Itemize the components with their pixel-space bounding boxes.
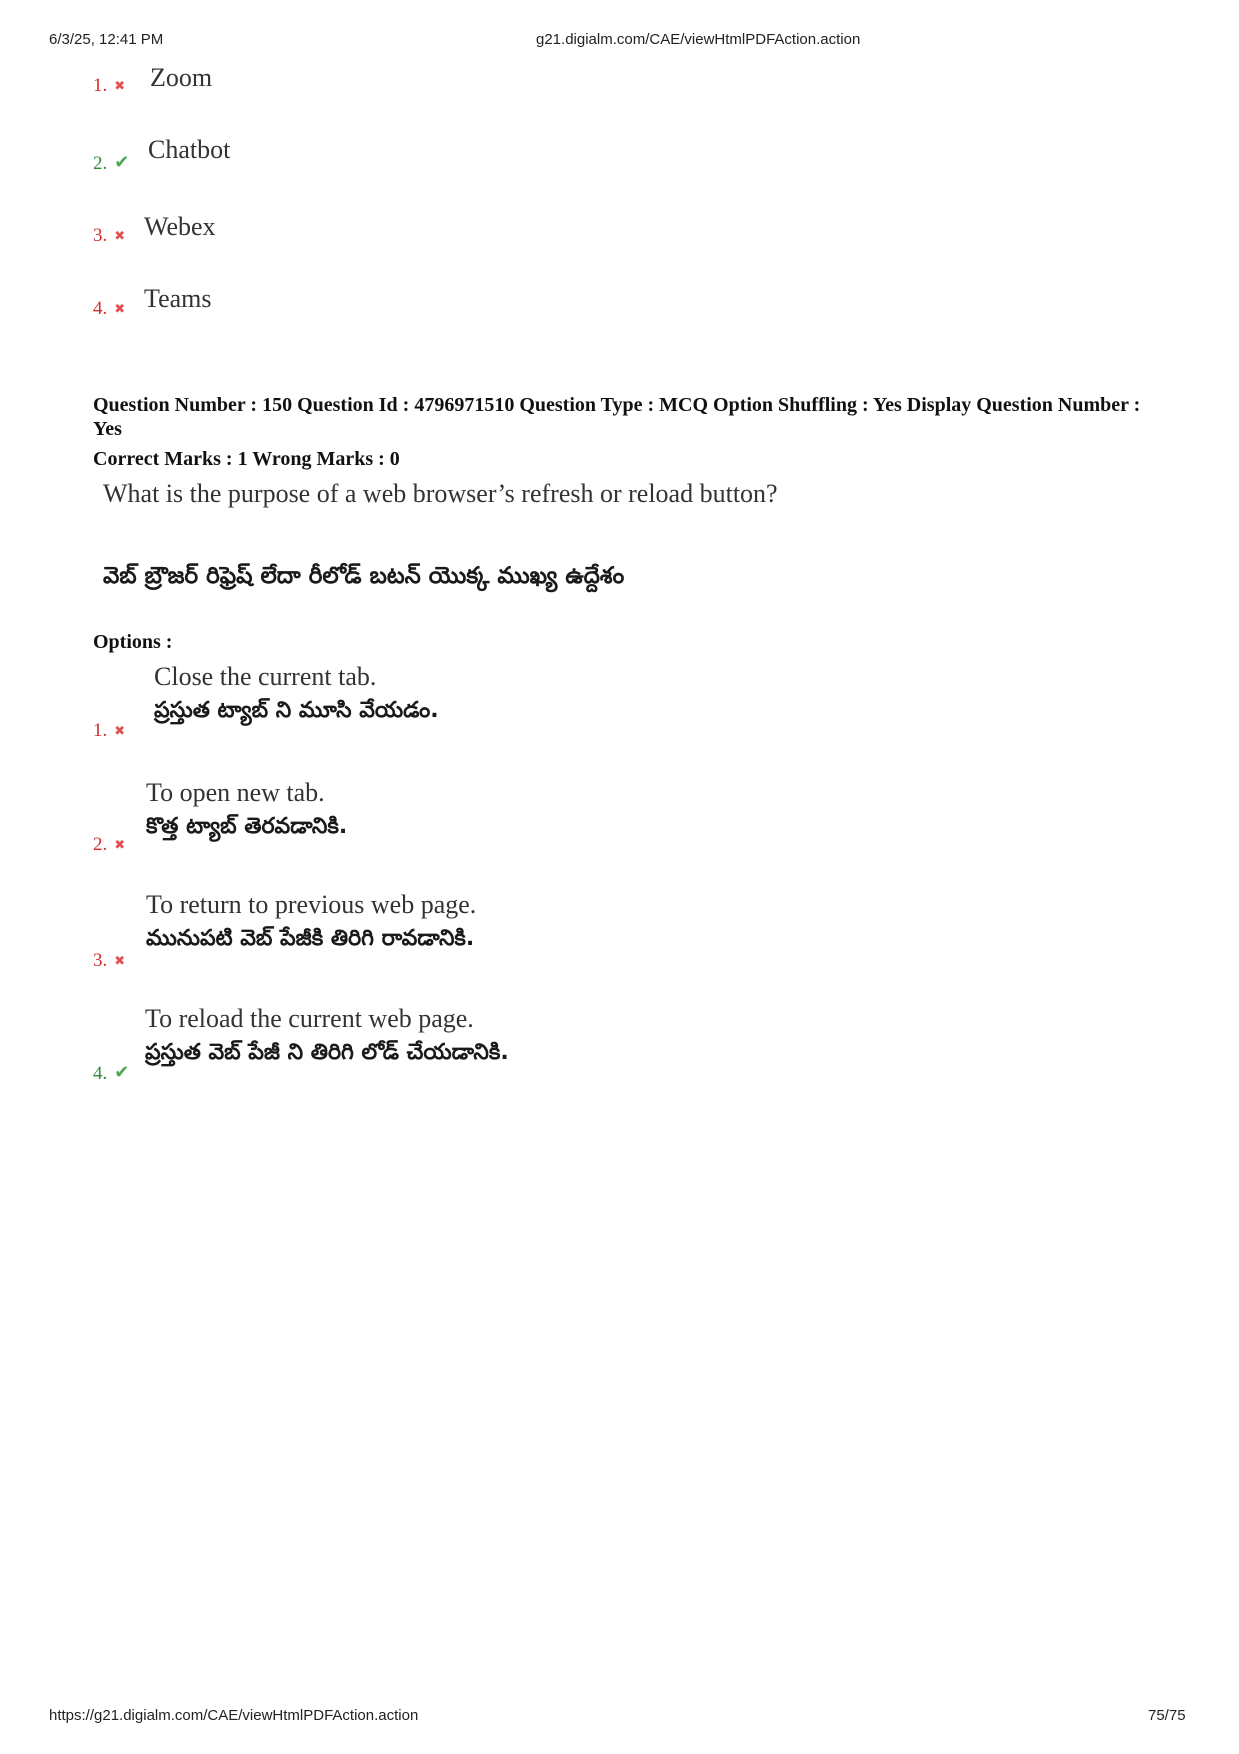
- prev-option-2-text: Chatbot: [148, 135, 231, 164]
- option-4-marker: [93, 1062, 129, 1085]
- cross-icon: ✖: [114, 78, 126, 93]
- footer-url: https://g21.digialm.com/CAE/viewHtmlPDFAction.action: [49, 1707, 419, 1724]
- check-icon: ✔: [114, 1062, 130, 1082]
- option-3-text-en: To return to previous web page.: [146, 890, 477, 919]
- option-number: 1.: [93, 720, 108, 741]
- cross-icon: ✖: [114, 228, 126, 243]
- cross-icon: ✖: [114, 723, 126, 738]
- option-number: 4.: [93, 298, 108, 319]
- question-text-en: What is the purpose of a web browser’s refresh or reload button?: [103, 479, 778, 508]
- prev-option-3: [93, 225, 125, 247]
- option-3-marker: [93, 950, 125, 972]
- option-number: 3.: [93, 950, 108, 971]
- option-3-text-te: మునుపటి వెబ్ పేజీకి తిరిగి రావడానికి.: [146, 926, 475, 951]
- options-label: Options :: [93, 631, 173, 653]
- cross-icon: ✖: [114, 837, 126, 852]
- print-url: g21.digialm.com/CAE/viewHtmlPDFAction.action: [536, 31, 861, 48]
- option-2-text-en: To open new tab.: [146, 778, 325, 807]
- prev-option-4: [93, 298, 125, 320]
- print-datetime: 6/3/25, 12:41 PM: [49, 31, 164, 48]
- page-number: 75/75: [1148, 1707, 1186, 1724]
- check-icon: ✔: [114, 152, 130, 172]
- question-text-te: వెబ్ బ్రౌజర్ రిఫ్రెష్ లేదా రీలోడ్ బటన్ యొక్క ముఖ్య ఉద్దేశం: [103, 563, 625, 589]
- option-2-marker: [93, 834, 125, 856]
- option-1-text-te: ప్రస్తుత ట్యాబ్ ని మూసి వేయడం.: [154, 698, 439, 723]
- cross-icon: ✖: [114, 301, 126, 316]
- option-number: 3.: [93, 225, 108, 246]
- prev-option-3-text: Webex: [144, 212, 216, 241]
- option-number: 2.: [93, 834, 108, 855]
- option-1-marker: [93, 720, 125, 742]
- option-4-text-te: ప్రస్తుత వెబ్ పేజీ ని తిరిగి లోడ్ చేయడానికి.: [145, 1040, 509, 1065]
- prev-option-1: [93, 75, 125, 97]
- prev-option-1-text: Zoom: [150, 63, 213, 92]
- option-number: 2.: [93, 153, 108, 174]
- option-number: 4.: [93, 1063, 108, 1084]
- option-number: 1.: [93, 75, 108, 96]
- question-marks: Correct Marks : 1 Wrong Marks : 0: [93, 448, 400, 470]
- option-2-text-te: కొత్త ట్యాబ్ తెరవడానికి.: [146, 814, 348, 839]
- question-meta: Question Number : 150 Question Id : 4796971510 Question Type : MCQ Option Shuffling : Yes Display Question Number : Yes: [93, 394, 1141, 440]
- cross-icon: ✖: [114, 953, 126, 968]
- prev-option-4-text: Teams: [144, 284, 212, 313]
- option-4-text-en: To reload the current web page.: [145, 1004, 474, 1033]
- prev-option-2: [93, 152, 129, 175]
- option-1-text-en: Close the current tab.: [154, 662, 377, 691]
